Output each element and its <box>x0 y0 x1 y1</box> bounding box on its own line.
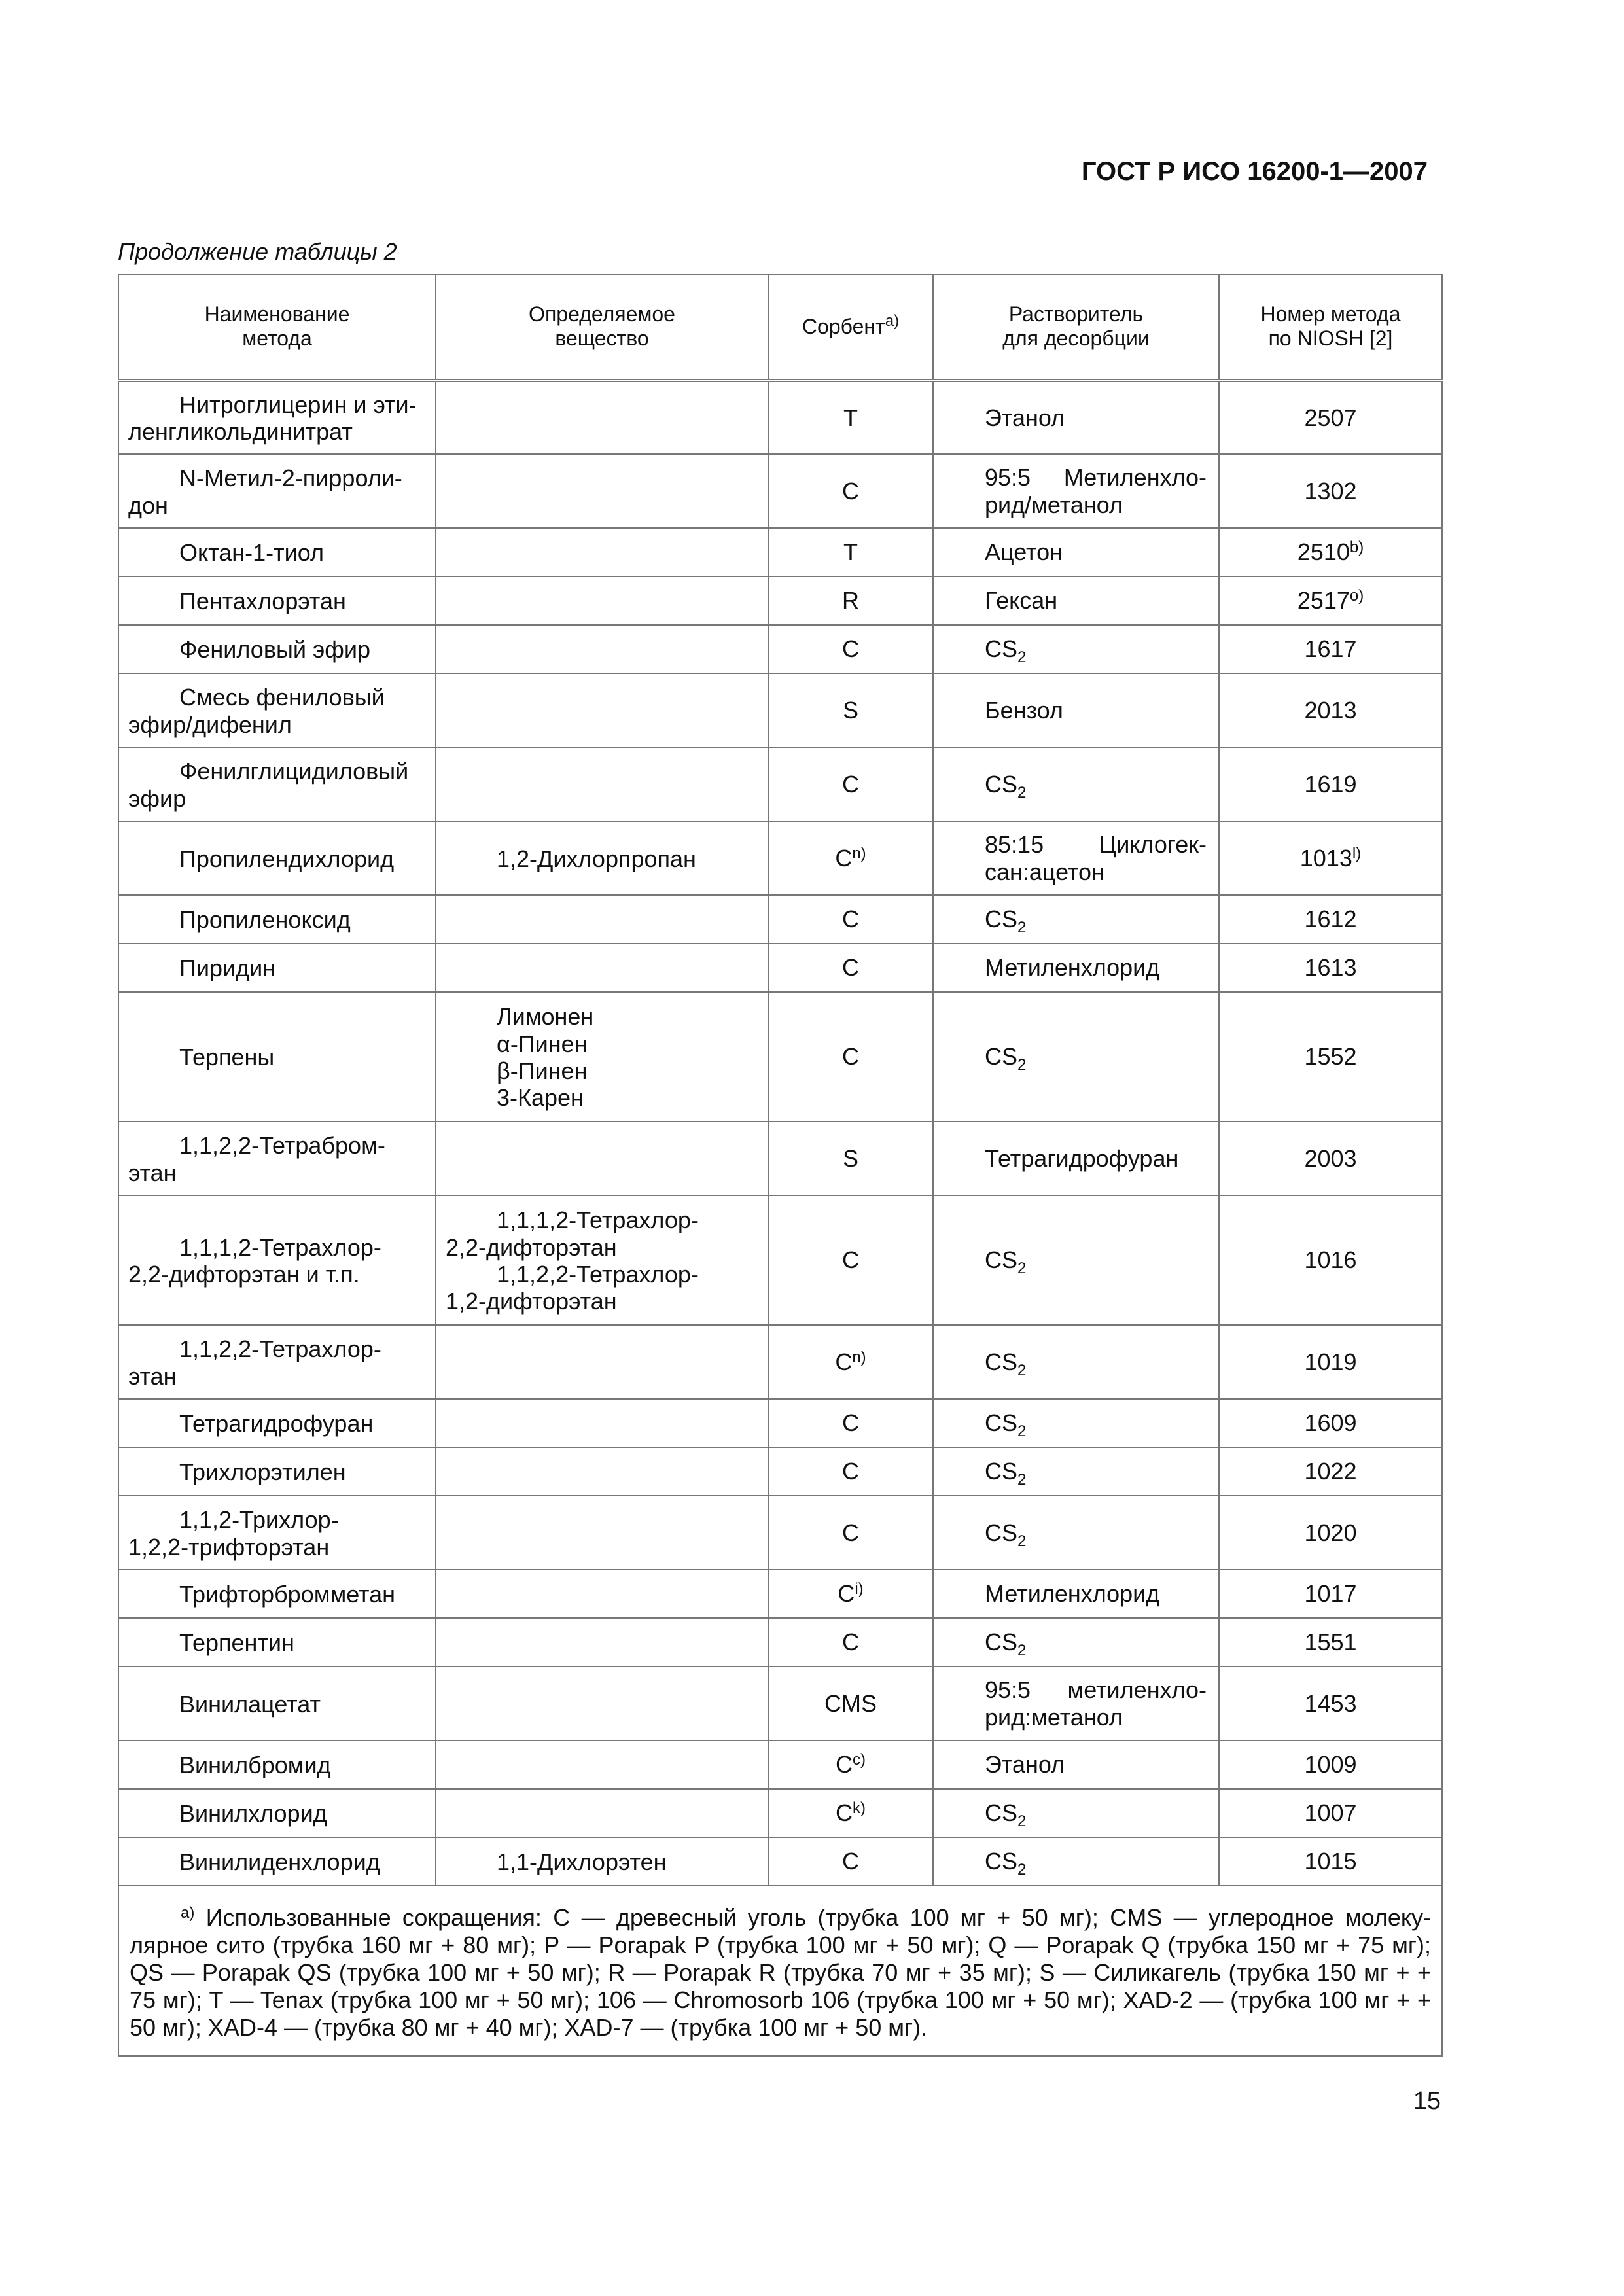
method-name-cell <box>118 1740 436 1789</box>
sorbent-value: R <box>842 587 859 614</box>
method-name-line: 1,1,2,2-Тетрабром- <box>179 1132 385 1159</box>
method-name-line: Винилиденхлорид <box>179 1848 380 1876</box>
solvent-value: CS <box>985 770 1018 798</box>
method-name-cell <box>118 821 436 895</box>
solvent-value: 95:5 метиленхло-рид:метанол <box>985 1676 1207 1731</box>
niosh-number-value: 1302 <box>1304 477 1357 504</box>
substance-line: 1,2-дифторэтан <box>446 1288 617 1315</box>
niosh-number-value: 2507 <box>1304 404 1357 431</box>
solvent-cell <box>933 1570 1219 1618</box>
sorbent-cell <box>768 454 933 528</box>
sorbent-cell <box>768 528 933 576</box>
method-name-line: Трифторбромметан <box>179 1581 396 1608</box>
solvent-subscript: 2 <box>1017 1056 1027 1074</box>
substance-cell <box>436 1325 768 1399</box>
sorbent-footnote-ref: k) <box>853 1799 866 1818</box>
table-row <box>118 821 1442 895</box>
niosh-number-value: 2003 <box>1304 1144 1357 1172</box>
substance-line: β-Пинен <box>497 1057 588 1084</box>
solvent-value: Этанол <box>985 1751 1065 1778</box>
method-name-line: Терпентин <box>179 1629 294 1657</box>
sorbent-value: S <box>842 696 858 724</box>
table-row <box>118 1570 1442 1618</box>
niosh-number-value: 1551 <box>1304 1629 1357 1656</box>
method-name-cell <box>118 1325 436 1399</box>
niosh-number-cell <box>1219 992 1442 1122</box>
method-name-line: Фениловый эфир <box>179 636 371 663</box>
table-row <box>118 747 1442 821</box>
table-row <box>118 1122 1442 1195</box>
sorbent-value: S <box>842 1144 858 1172</box>
niosh-number-value: 1017 <box>1304 1580 1357 1608</box>
substance-cell <box>436 1618 768 1667</box>
niosh-number-value: 1609 <box>1304 1409 1357 1437</box>
method-name-cell <box>118 1122 436 1195</box>
method-name-line: Винилбромид <box>179 1752 331 1779</box>
solvent-cell <box>933 625 1219 673</box>
method-name-cell <box>118 1447 436 1496</box>
method-name-cell <box>118 1399 436 1447</box>
table-row <box>118 1837 1442 1886</box>
method-name-cell <box>118 895 436 944</box>
method-name-line: 1,2,2-трифторэтан <box>128 1533 330 1561</box>
substance-line: 1,1,1,2-Тетрахлор- <box>497 1207 699 1234</box>
table-row <box>118 454 1442 528</box>
page-number: 15 <box>1413 2087 1441 2115</box>
niosh-number-cell <box>1219 895 1442 944</box>
table-row <box>118 1496 1442 1570</box>
niosh-number-cell <box>1219 1195 1442 1325</box>
solvent-cell <box>933 454 1219 528</box>
solvent-cell <box>933 1496 1219 1570</box>
solvent-value: Этанол <box>985 404 1065 431</box>
substance-cell <box>436 992 768 1122</box>
table-row <box>118 992 1442 1122</box>
solvent-value: Бензол <box>985 696 1063 724</box>
sorbent-footnote-mark: а) <box>885 311 900 330</box>
solvent-cell <box>933 747 1219 821</box>
method-name-cell <box>118 944 436 992</box>
sorbent-value: C <box>842 635 859 663</box>
solvent-subscript: 2 <box>1017 1422 1027 1441</box>
substance-cell <box>436 625 768 673</box>
niosh-number-value: 1016 <box>1304 1246 1357 1274</box>
niosh-number-cell <box>1219 1667 1442 1740</box>
sorbent-cell <box>768 747 933 821</box>
table-body <box>118 380 1442 1886</box>
niosh-number-value: 1009 <box>1304 1751 1357 1778</box>
method-name-line: Трихлорэтилен <box>179 1458 346 1486</box>
substance-line: 1,2-Дихлорпропан <box>497 845 696 872</box>
sorbent-cell <box>768 1740 933 1789</box>
sorbent-cell <box>768 625 933 673</box>
solvent-value: CS <box>985 1519 1018 1546</box>
niosh-number-value: 1013 <box>1299 844 1352 872</box>
substance-cell <box>436 1195 768 1325</box>
sorbent-footnote-ref: i) <box>855 1580 864 1598</box>
table-row <box>118 1740 1442 1789</box>
substance-line: 2,2-дифторэтан <box>446 1233 617 1261</box>
sorbent-cell <box>768 1447 933 1496</box>
solvent-value: CS <box>985 1799 1018 1827</box>
method-name-line: этан <box>128 1159 177 1186</box>
solvent-cell <box>933 821 1219 895</box>
method-name-line: Пропиленоксид <box>179 906 351 934</box>
solvent-value: CS <box>985 1629 1018 1656</box>
niosh-number-value: 1619 <box>1304 770 1357 798</box>
table-row <box>118 625 1442 673</box>
sorbent-footnote-ref: n) <box>852 844 866 862</box>
solvent-subscript: 2 <box>1017 783 1027 802</box>
niosh-number-cell <box>1219 1618 1442 1667</box>
substance-cell <box>436 1570 768 1618</box>
sorbent-cell <box>768 1618 933 1667</box>
sorbent-value: C <box>842 770 859 798</box>
method-name-line: Пропилендихлорид <box>179 845 395 872</box>
sorbent-cell <box>768 1496 933 1570</box>
niosh-number-cell <box>1219 1740 1442 1789</box>
method-name-cell <box>118 380 436 454</box>
niosh-number-cell <box>1219 747 1442 821</box>
column-header-niosh-number: Номер метода по NIOSH [2] <box>1219 274 1442 380</box>
substance-cell <box>436 1496 768 1570</box>
niosh-number-value: 1019 <box>1304 1348 1357 1375</box>
solvent-cell <box>933 1325 1219 1399</box>
niosh-number-cell <box>1219 821 1442 895</box>
solvent-value: CS <box>985 1458 1018 1485</box>
sorbent-value: C <box>842 477 859 504</box>
solvent-cell <box>933 1618 1219 1667</box>
table-row <box>118 944 1442 992</box>
sorbent-value: C <box>836 1751 853 1778</box>
substance-cell <box>436 1789 768 1837</box>
niosh-footnote-ref: o) <box>1349 587 1364 605</box>
solvent-value: 95:5 Метиленхло-рид/метанол <box>985 464 1207 518</box>
method-name-line: Тетрагидрофуран <box>179 1410 374 1438</box>
niosh-number-cell <box>1219 454 1442 528</box>
table-row <box>118 1195 1442 1325</box>
sorbent-value: C <box>842 1848 859 1875</box>
method-name-line: Винилацетат <box>179 1690 321 1718</box>
solvent-value: Метиленхлорид <box>985 954 1160 981</box>
sorbent-value: C <box>842 1409 859 1437</box>
document-code: ГОСТ Р ИСО 16200-1—2007 <box>1081 157 1428 186</box>
substance-cell <box>436 1837 768 1886</box>
substance-line: Лимонен <box>497 1003 594 1031</box>
niosh-number-value: 1613 <box>1304 954 1357 981</box>
substance-cell <box>436 821 768 895</box>
niosh-number-value: 1612 <box>1304 906 1357 933</box>
method-name-line: ленгликольдинитрат <box>128 418 353 446</box>
method-name-cell <box>118 1618 436 1667</box>
sorbent-value: C <box>842 954 859 981</box>
method-name-line: Нитроглицерин и эти- <box>179 391 417 418</box>
niosh-number-cell <box>1219 944 1442 992</box>
niosh-footnote-ref: l) <box>1352 844 1362 862</box>
solvent-subscript: 2 <box>1017 1861 1027 1879</box>
method-name-cell <box>118 747 436 821</box>
niosh-number-cell <box>1219 1837 1442 1886</box>
sorbent-value: T <box>843 539 858 566</box>
sorbent-value: T <box>843 404 858 431</box>
sorbent-cell <box>768 1789 933 1837</box>
solvent-cell <box>933 380 1219 454</box>
solvent-subscript: 2 <box>1017 1471 1027 1489</box>
solvent-cell <box>933 992 1219 1122</box>
niosh-number-value: 2517 <box>1297 587 1350 614</box>
method-name-line: Винилхлорид <box>179 1800 327 1828</box>
method-name-line: Октан-1-тиол <box>179 539 324 567</box>
niosh-number-value: 1617 <box>1304 635 1357 663</box>
method-name-line: 1,1,2,2-Тетрахлор- <box>179 1335 381 1363</box>
niosh-number-cell <box>1219 380 1442 454</box>
method-name-cell <box>118 1570 436 1618</box>
solvent-value: CS <box>985 1348 1018 1375</box>
method-name-line: дон <box>128 491 168 519</box>
niosh-number-value: 1552 <box>1304 1043 1357 1070</box>
substance-line: 1,1-Дихлорэтен <box>497 1848 667 1876</box>
method-name-line: эфир/дифенил <box>128 711 292 738</box>
solvent-cell <box>933 944 1219 992</box>
solvent-cell <box>933 1195 1219 1325</box>
method-name-line: N-Метил-2-пирроли- <box>179 465 402 492</box>
method-name-line: Пиридин <box>179 955 276 982</box>
column-header-sorbent: Сорбент$^{а)}$ <box>768 274 933 380</box>
niosh-number-cell <box>1219 673 1442 747</box>
sorbent-cell <box>768 1667 933 1740</box>
solvent-cell <box>933 1789 1219 1837</box>
niosh-number-cell <box>1219 1122 1442 1195</box>
method-name-line: 1,1,2-Трихлор- <box>179 1506 339 1534</box>
solvent-cell <box>933 1447 1219 1496</box>
table-row <box>118 673 1442 747</box>
sorbent-value: C <box>836 1799 853 1827</box>
substance-cell <box>436 1667 768 1740</box>
footnote-mark: а) <box>181 1903 195 1922</box>
solvent-value: Метиленхлорид <box>985 1580 1160 1608</box>
method-name-cell <box>118 1195 436 1325</box>
sorbent-cell <box>768 380 933 454</box>
solvent-value: Тетрагидрофуран <box>985 1144 1179 1172</box>
solvent-cell <box>933 895 1219 944</box>
substance-line: α-Пинен <box>497 1030 588 1057</box>
niosh-number-cell <box>1219 625 1442 673</box>
method-name-line: Пентахлорэтан <box>179 588 346 615</box>
solvent-subscript: 2 <box>1017 1361 1027 1379</box>
method-name-cell <box>118 625 436 673</box>
solvent-cell <box>933 1399 1219 1447</box>
table-row <box>118 1325 1442 1399</box>
solvent-value: Гексан <box>985 587 1058 614</box>
method-name-cell <box>118 576 436 625</box>
substance-cell <box>436 673 768 747</box>
solvent-cell <box>933 1740 1219 1789</box>
sorbent-cell <box>768 1837 933 1886</box>
method-name-line: 2,2-дифторэтан и т.п. <box>128 1261 360 1288</box>
sorbent-value: C <box>842 1629 859 1656</box>
table-row <box>118 576 1442 625</box>
sorbent-value: CMS <box>824 1689 877 1717</box>
sorbent-cell <box>768 1122 933 1195</box>
solvent-cell <box>933 673 1219 747</box>
column-header-substance: Определяемое вещество <box>436 274 768 380</box>
method-name-cell <box>118 1496 436 1570</box>
sorbent-cell <box>768 576 933 625</box>
sorbent-cell <box>768 821 933 895</box>
solvent-value: Ацетон <box>985 539 1063 566</box>
niosh-number-value: 2510 <box>1297 539 1350 566</box>
solvent-value: CS <box>985 1043 1018 1070</box>
niosh-number-cell <box>1219 1570 1442 1618</box>
substance-cell <box>436 454 768 528</box>
solvent-value: CS <box>985 1848 1018 1875</box>
sorbent-cell <box>768 992 933 1122</box>
solvent-subscript: 2 <box>1017 648 1027 667</box>
method-name-cell <box>118 1837 436 1886</box>
niosh-number-cell <box>1219 1325 1442 1399</box>
sorbent-value: C <box>842 1246 859 1274</box>
substance-cell <box>436 747 768 821</box>
solvent-cell <box>933 1122 1219 1195</box>
solvent-value: CS <box>985 635 1018 663</box>
solvent-cell <box>933 1667 1219 1740</box>
method-name-line: Терпены <box>179 1044 275 1071</box>
method-name-line: Смесь фениловый <box>179 684 385 711</box>
niosh-footnote-ref: b) <box>1349 539 1364 557</box>
substance-cell <box>436 1399 768 1447</box>
table-row <box>118 1667 1442 1740</box>
table-row <box>118 380 1442 454</box>
niosh-number-cell <box>1219 1399 1442 1447</box>
method-name-cell <box>118 1789 436 1837</box>
substance-cell <box>436 576 768 625</box>
sorbent-cell <box>768 944 933 992</box>
niosh-number-value: 1022 <box>1304 1458 1357 1485</box>
footnote-text: Использованные сокращения: С — древесный уголь (трубка 100 мг + 50 мг); CMS — углеродное молеку-лярное сито (трубка 160 мг + 80 мг); P — Porapak P (трубка 100 мг + 50 мг); Q — Porapak Q (трубка 150 мг + 75 мг); QS — Porapak QS (трубка 100 мг + 50 мг); R — Porapak R (трубка 70 мг + 35 мг); S — Силикагель (трубка 150 мг + + 75 мг); T — Tenax (трубка 100 мг + 50 мг); 106 — Chromosorb 106 (трубка 100 мг + 50 мг); XAD-2 — (трубка 100 мг + + 50 мг); XAD-4 — (трубка 80 мг + 40 мг); XAD-7 — (трубка 100 мг + 50 мг). <box>130 1903 1431 2041</box>
niosh-number-cell <box>1219 576 1442 625</box>
sorbent-methods-table <box>118 274 1443 2057</box>
niosh-number-value: 2013 <box>1304 696 1357 724</box>
substance-cell <box>436 1740 768 1789</box>
niosh-number-value: 1015 <box>1304 1848 1357 1875</box>
table-row <box>118 1399 1442 1447</box>
substance-cell <box>436 1447 768 1496</box>
niosh-number-value: 1020 <box>1304 1519 1357 1546</box>
solvent-cell <box>933 576 1219 625</box>
method-name-cell <box>118 992 436 1122</box>
niosh-number-cell <box>1219 528 1442 576</box>
niosh-number-cell <box>1219 1789 1442 1837</box>
substance-cell <box>436 528 768 576</box>
table-continuation-caption: Продолжение таблицы 2 <box>118 238 397 265</box>
substance-line: 3-Карен <box>497 1084 584 1112</box>
method-name-line: этан <box>128 1362 177 1390</box>
niosh-number-value: 1007 <box>1304 1799 1357 1827</box>
sorbent-cell <box>768 673 933 747</box>
solvent-subscript: 2 <box>1017 1642 1027 1660</box>
solvent-value: 85:15 Циклогек-сан:ацетон <box>985 831 1207 885</box>
niosh-number-cell <box>1219 1496 1442 1570</box>
solvent-cell <box>933 528 1219 576</box>
method-name-cell <box>118 1667 436 1740</box>
method-name-cell <box>118 454 436 528</box>
substance-cell <box>436 1122 768 1195</box>
sorbent-value: C <box>842 1519 859 1546</box>
sorbent-cell <box>768 1325 933 1399</box>
sorbent-value: C <box>842 1458 859 1485</box>
sorbent-cell <box>768 1570 933 1618</box>
niosh-number-value: 1453 <box>1304 1689 1357 1717</box>
substance-line: 1,1,2,2-Тетрахлор- <box>497 1261 699 1288</box>
table-row <box>118 528 1442 576</box>
column-header-solvent: Растворитель для десорбции <box>933 274 1219 380</box>
solvent-value: CS <box>985 1246 1018 1274</box>
sorbent-cell <box>768 1399 933 1447</box>
table-footnote <box>118 1886 1442 2056</box>
solvent-cell <box>933 1837 1219 1886</box>
method-name-line: 1,1,1,2-Тетрахлор- <box>179 1233 381 1261</box>
table-row <box>118 1789 1442 1837</box>
method-name-line: Фенилглицидиловый <box>179 758 409 785</box>
sorbent-cell <box>768 1195 933 1325</box>
table-row <box>118 1618 1442 1667</box>
substance-cell <box>436 895 768 944</box>
substance-cell <box>436 944 768 992</box>
method-name-cell <box>118 673 436 747</box>
table-row <box>118 895 1442 944</box>
footnote-row <box>118 1886 1442 2056</box>
solvent-value: CS <box>985 906 1018 933</box>
sorbent-cell <box>768 895 933 944</box>
column-header-method: Наименование метода <box>118 274 436 380</box>
sorbent-value: C <box>838 1580 855 1608</box>
solvent-subscript: 2 <box>1017 1532 1027 1550</box>
solvent-value: CS <box>985 1409 1018 1437</box>
niosh-number-cell <box>1219 1447 1442 1496</box>
solvent-subscript: 2 <box>1017 1812 1027 1831</box>
sorbent-value: C <box>842 1043 859 1070</box>
solvent-subscript: 2 <box>1017 919 1027 937</box>
sorbent-value: C <box>835 1348 853 1375</box>
solvent-subscript: 2 <box>1017 1260 1027 1278</box>
sorbent-value: C <box>835 844 853 872</box>
method-name-cell <box>118 528 436 576</box>
table-row <box>118 1447 1442 1496</box>
substance-cell <box>436 380 768 454</box>
method-name-line: эфир <box>128 785 186 812</box>
table-header-row <box>118 274 1442 380</box>
sorbent-value: C <box>842 906 859 933</box>
sorbent-footnote-ref: n) <box>852 1348 866 1366</box>
sorbent-footnote-ref: c) <box>853 1751 866 1769</box>
